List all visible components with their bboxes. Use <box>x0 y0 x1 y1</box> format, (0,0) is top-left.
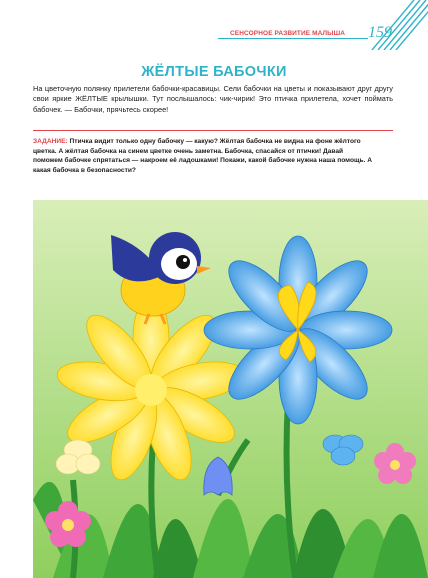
task-text: Птичка видит только одну бабочку — какую? Жёлтая бабочка не видна на фоне жёлтого цветка. А жёлтая бабочка на синем цветке очень заметна. Бабочка, спасайся от птички! Давай поможем бабочке спрятаться — накроем её ладошками! Покажи, какой бабочке нужна наша помощь. А какая бабочка в безопасности? <box>33 138 373 174</box>
page-title: ЖЁЛТЫЕ БАБОЧКИ <box>141 64 287 80</box>
intro-paragraph: На цветочную полянку прилетели бабочки-красавицы. Сели бабочки на цветы и показывают друг другу свои яркие ЖЁЛТЫЕ крылышки. Тут послышалось: чик-чирик! Это птичка прилетела, хочет поймать бабочек. — Бабочки, прячьтесь скорее! <box>33 84 393 114</box>
page-number: 159 <box>368 24 392 41</box>
running-head: СЕНСОРНОЕ РАЗВИТИЕ МАЛЫША <box>230 30 346 37</box>
task-block <box>33 137 373 175</box>
task-label: ЗАДАНИЕ: <box>33 138 68 145</box>
blue-flower <box>204 236 392 424</box>
section-divider <box>33 130 393 131</box>
header-rule <box>218 38 368 39</box>
illustration-flowers-bird <box>33 200 428 578</box>
